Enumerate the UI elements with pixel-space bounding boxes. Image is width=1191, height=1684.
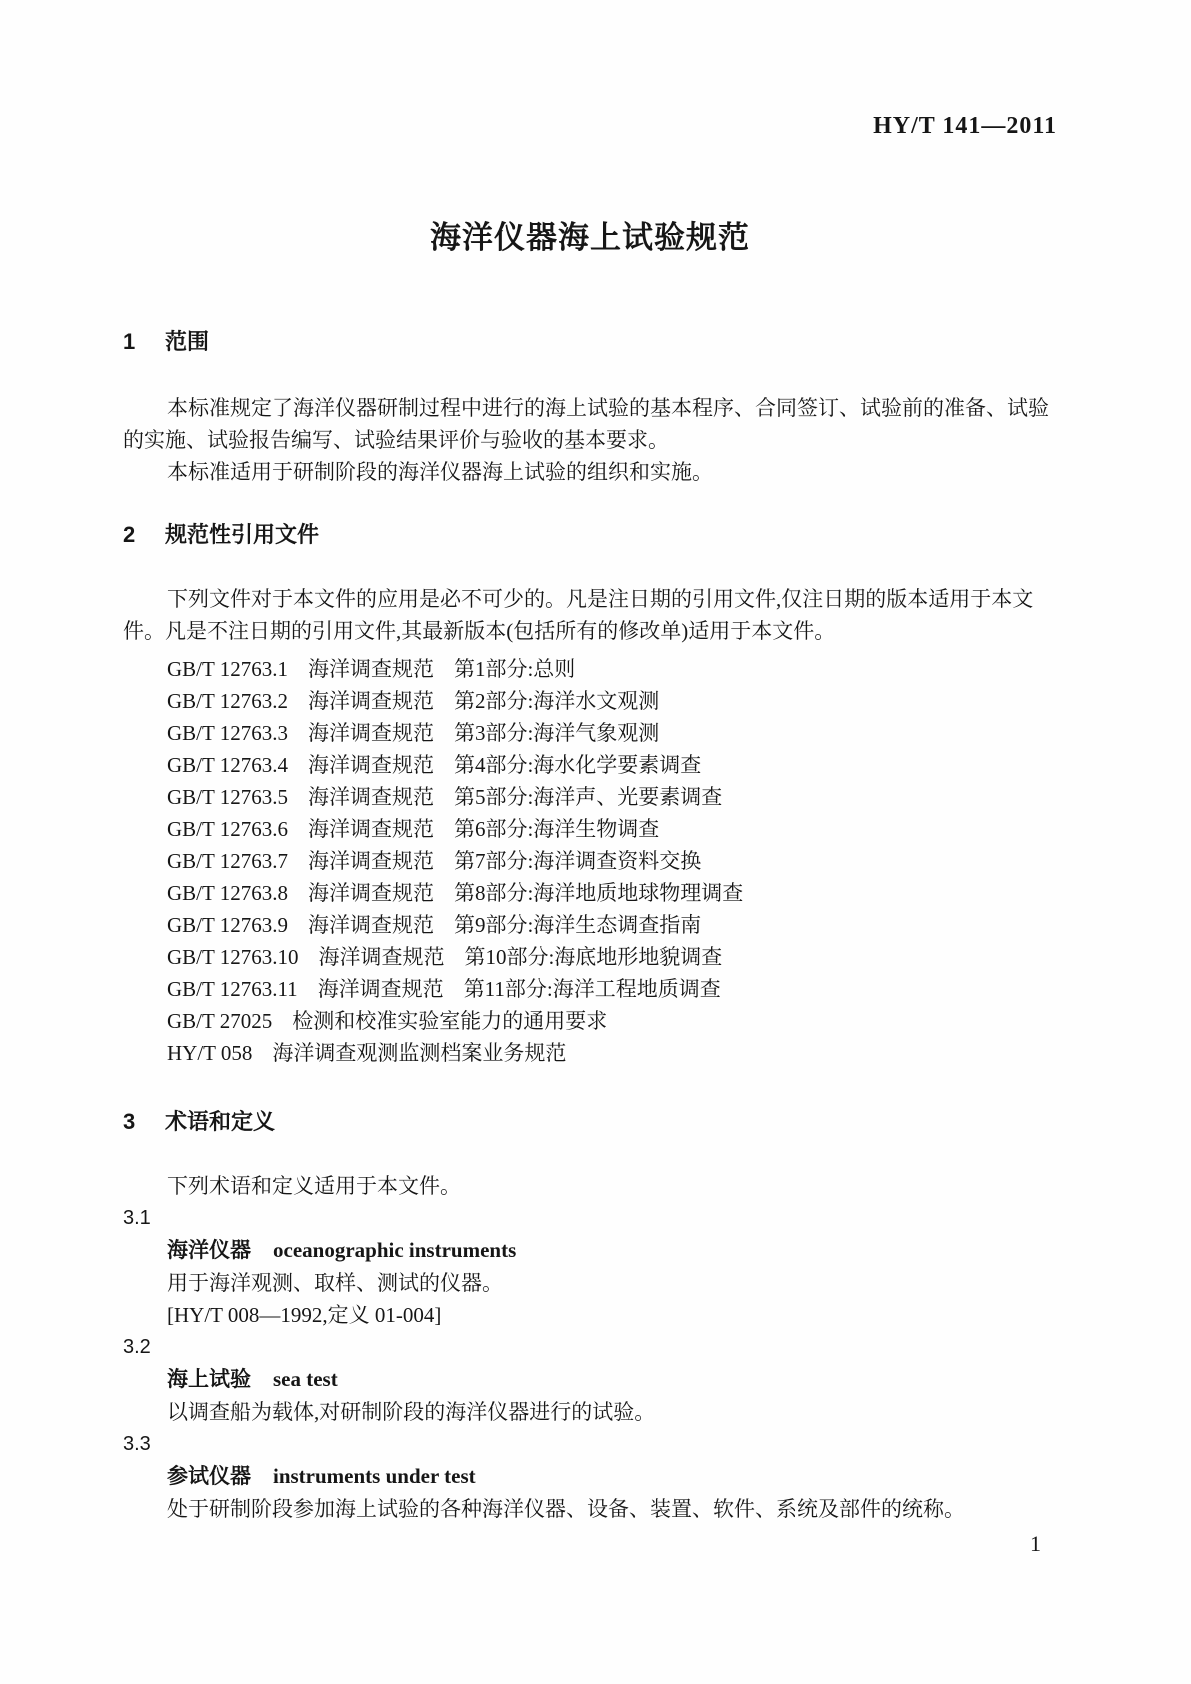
term-source: [HY/T 008—1992,定义 01-004] — [167, 1303, 442, 1327]
references-intro: 下列文件对于本文件的应用是必不可少的。凡是注日期的引用文件,仅注日期的版本适用于本文件。凡是不注日期的引用文件,其最新版本(包括所有的修改单)适用于本文件。 — [123, 587, 1034, 643]
reference-item — [123, 909, 1057, 941]
reference-part: 第10部分:海底地形地貌调查 — [464, 945, 723, 969]
term-title-line — [123, 1460, 1057, 1493]
term-zh: 参试仪器 — [167, 1465, 251, 1488]
reference-code: GB/T 12763.7 — [167, 849, 288, 873]
terms-intro: 下列术语和定义适用于本文件。 — [167, 1174, 461, 1198]
reference-name: 海洋调查规范 — [307, 849, 434, 873]
reference-list — [123, 653, 1057, 1069]
reference-name: 海洋调查规范 — [307, 657, 434, 681]
reference-item — [123, 781, 1057, 813]
reference-code: GB/T 12763.3 — [167, 721, 288, 745]
reference-part: 第6部分:海洋生物调查 — [453, 817, 660, 841]
reference-code: GB/T 12763.10 — [167, 945, 299, 969]
scope-paragraph-2: 本标准适用于研制阶段的海洋仪器海上试验的组织和实施。 — [167, 460, 713, 484]
reference-name: 海洋调查规范 — [307, 689, 434, 713]
reference-code: HY/T 058 — [167, 1041, 253, 1065]
reference-item — [123, 717, 1057, 749]
reference-part: 第2部分:海洋水文观测 — [453, 689, 660, 713]
scope-paragraph-1: 本标准规定了海洋仪器研制过程中进行的海上试验的基本程序、合同签订、试验前的准备、试验的实施、试验报告编写、试验结果评价与验收的基本要求。 — [123, 396, 1049, 452]
reference-item — [123, 1037, 1057, 1069]
reference-name: 海洋调查规范 — [307, 881, 434, 905]
reference-code: GB/T 12763.2 — [167, 689, 288, 713]
reference-item — [123, 653, 1057, 685]
terms-list — [123, 1202, 1057, 1525]
reference-name: 海洋调查规范 — [307, 721, 434, 745]
reference-item — [123, 973, 1057, 1005]
section-heading-terms — [123, 1106, 1057, 1138]
section-title: 规范性引用文件 — [165, 522, 320, 547]
reference-part: 第11部分:海洋工程地质调查 — [463, 977, 721, 1001]
reference-item — [123, 845, 1057, 877]
reference-name: 海洋调查规范 — [318, 945, 445, 969]
reference-name: 海洋调查规范 — [317, 977, 444, 1001]
term-title-line — [123, 1234, 1057, 1267]
reference-name: 海洋调查规范 — [307, 753, 434, 777]
term-definition: 以调查船为载体,对研制阶段的海洋仪器进行的试验。 — [167, 1400, 656, 1424]
section-heading-scope — [123, 326, 1057, 358]
term-entry — [123, 1331, 1057, 1428]
reference-item — [123, 813, 1057, 845]
term-en: sea test — [273, 1367, 338, 1391]
term-title-line — [123, 1363, 1057, 1396]
reference-item — [123, 749, 1057, 781]
term-definition: 用于海洋观测、取样、测试的仪器。 — [167, 1271, 503, 1295]
reference-part: 第8部分:海洋地质地球物理调查 — [453, 881, 744, 905]
reference-item — [123, 1005, 1057, 1037]
reference-part: 第7部分:海洋调查资料交换 — [453, 849, 702, 873]
term-number: 3.1 — [123, 1207, 151, 1229]
section-heading-references — [123, 519, 1057, 551]
term-entry — [123, 1202, 1057, 1331]
reference-part: 第5部分:海洋声、光要素调查 — [453, 785, 723, 809]
section-title: 术语和定义 — [165, 1109, 276, 1134]
page-number: 1 — [1030, 1531, 1041, 1556]
reference-part: 第4部分:海水化学要素调查 — [453, 753, 702, 777]
reference-name: 海洋调查观测监测档案业务规范 — [272, 1041, 567, 1065]
reference-name: 海洋调查规范 — [307, 817, 434, 841]
standard-code: HY/T 141—2011 — [873, 113, 1057, 139]
term-entry — [123, 1428, 1057, 1525]
reference-item — [123, 877, 1057, 909]
reference-code: GB/T 12763.4 — [167, 753, 288, 777]
section-number: 1 — [123, 329, 136, 354]
reference-name: 海洋调查规范 — [307, 913, 434, 937]
reference-code: GB/T 12763.1 — [167, 657, 288, 681]
reference-name: 海洋调查规范 — [307, 785, 434, 809]
term-zh: 海上试验 — [167, 1368, 251, 1391]
section-title: 范围 — [165, 329, 210, 354]
term-en: instruments under test — [273, 1464, 476, 1488]
reference-part: 第1部分:总则 — [453, 657, 576, 681]
reference-part: 第3部分:海洋气象观测 — [453, 721, 660, 745]
section-number: 2 — [123, 522, 136, 547]
term-number: 3.2 — [123, 1336, 151, 1358]
reference-item — [123, 941, 1057, 973]
reference-code: GB/T 12763.5 — [167, 785, 288, 809]
reference-code: GB/T 27025 — [167, 1009, 273, 1033]
reference-part: 第9部分:海洋生态调查指南 — [453, 913, 702, 937]
term-definition: 处于研制阶段参加海上试验的各种海洋仪器、设备、装置、软件、系统及部件的统称。 — [167, 1497, 965, 1521]
reference-code: GB/T 12763.6 — [167, 817, 288, 841]
reference-item — [123, 685, 1057, 717]
term-zh: 海洋仪器 — [167, 1239, 251, 1262]
reference-code: GB/T 12763.11 — [167, 977, 298, 1001]
reference-code: GB/T 12763.9 — [167, 913, 288, 937]
reference-name: 检测和校准实验室能力的通用要求 — [292, 1009, 608, 1033]
section-number: 3 — [123, 1109, 136, 1134]
document-title: 海洋仪器海上试验规范 — [430, 220, 750, 255]
reference-code: GB/T 12763.8 — [167, 881, 288, 905]
term-number: 3.3 — [123, 1433, 151, 1455]
term-en: oceanographic instruments — [273, 1238, 517, 1262]
